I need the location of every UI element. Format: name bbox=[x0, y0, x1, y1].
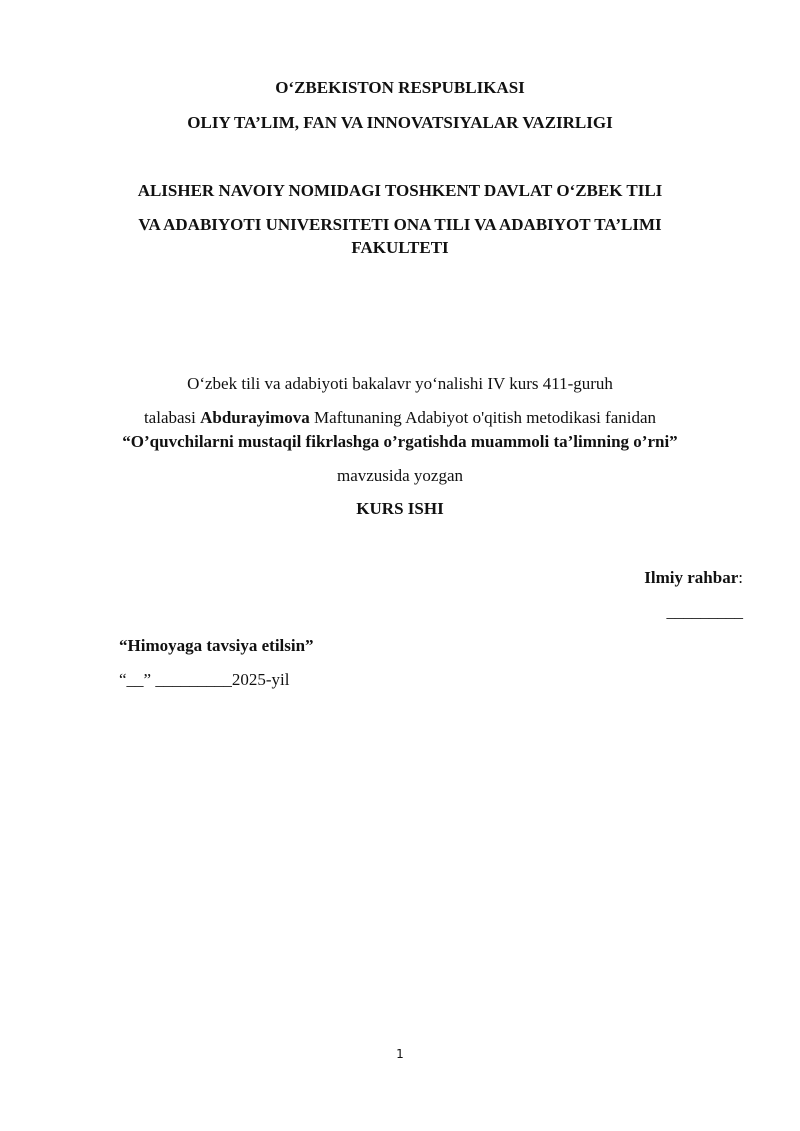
ministry-heading: OLIY TA’LIM, FAN VA INNOVATSIYALAR VAZIRLIGI bbox=[187, 113, 613, 132]
student-line bbox=[0, 407, 800, 429]
supervisor-colon: : bbox=[738, 568, 743, 587]
defense-date: “__” _________2025-yil bbox=[119, 670, 290, 689]
supervisor-label-line bbox=[644, 567, 743, 589]
page-number: 1 bbox=[396, 1047, 404, 1061]
topic-title: “O’quvchilarni mustaqil fikrlashga o’rgatishda muammoli ta’limning o’rni” bbox=[122, 432, 678, 451]
university-heading-line3: FAKULTETI bbox=[351, 238, 449, 257]
defense-recommendation: “Himoyaga tavsiya etilsin” bbox=[119, 636, 314, 655]
university-heading-line1: ALISHER NAVOIY NOMIDAGI TOSHKENT DAVLAT O‘ZBEK TILI bbox=[137, 181, 663, 200]
work-type: KURS ISHI bbox=[356, 499, 444, 518]
program-line: O‘zbek tili va adabiyoti bakalavr yo‘nalishi IV kurs 411-guruh bbox=[187, 374, 613, 393]
topic-suffix: mavzusida yozgan bbox=[336, 466, 464, 485]
university-heading-line2: VA ADABIYOTI UNIVERSITETI ONA TILI VA ADABIYOT TA’LIMI bbox=[138, 215, 662, 234]
republic-heading: O‘ZBEKISTON RESPUBLIKASI bbox=[275, 78, 525, 97]
student-suffix: Maftunaning Adabiyot o'qitish metodikasi fanidan bbox=[309, 408, 657, 427]
supervisor-blank: _________ bbox=[666, 602, 743, 621]
student-prefix: talabasi bbox=[143, 408, 201, 427]
student-name: Abdurayimova bbox=[200, 408, 310, 427]
supervisor-label: Ilmiy rahbar bbox=[644, 568, 739, 587]
